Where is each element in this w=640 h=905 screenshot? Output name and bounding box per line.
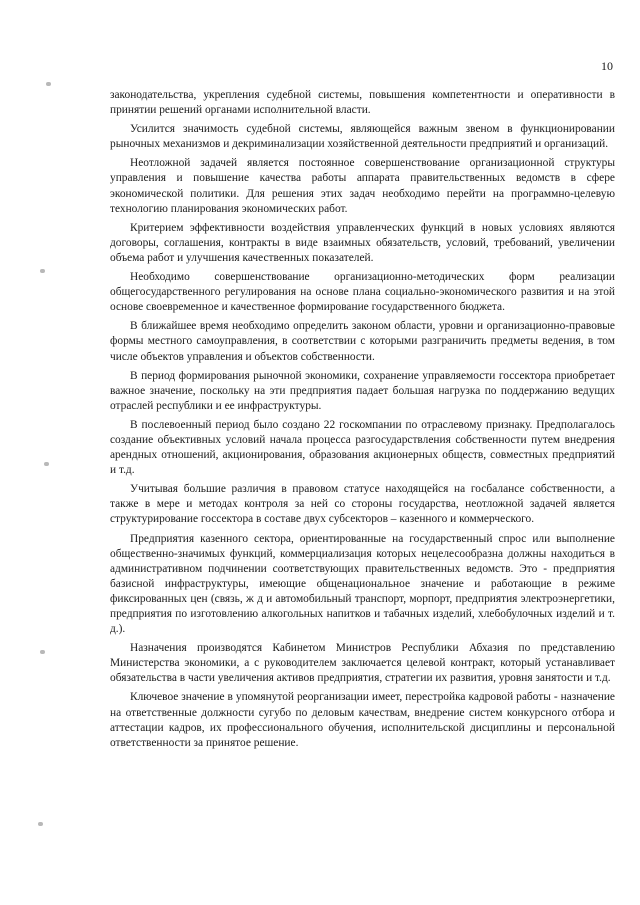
paragraph: Усилится значимость судебной системы, являющейся важным звеном в функционировании рыночных механизмов и декриминализации хозяйственной деятельности предприятий и организаций. xyxy=(110,123,615,151)
paragraph: Критерием эффективности воздействия управленческих функций в новых условиях являются договоры, соглашения, контракты в виде взаимных обязательств, условий, требований, увеличении объема работ и улучшения качественных показателей. xyxy=(110,221,615,264)
page-number: 10 xyxy=(601,59,613,73)
document-body xyxy=(110,88,615,755)
paragraph: В ближайшее время необходимо определить законом области, уровни и организационно-правовые формы местного самоуправления, в соответствии с которыми разграничить предметы ведения, в том числе объектов управления и объектов собственности. xyxy=(110,320,615,363)
scan-mark xyxy=(46,82,51,86)
paragraph: Назначения производятся Кабинетом Министров Республики Абхазия по представлению Министерства экономики, а с руководителем заключается целевой контракт, который устанавливает обязательства в части увеличения активов предприятия, стратегии их развития, уровня занятости и т.д. xyxy=(110,642,615,685)
scan-mark xyxy=(40,650,45,654)
paragraph: В период формирования рыночной экономики, сохранение управляемости госсектора приобретает важное значение, поскольку на эти предприятия падает большая нагрузка по поддержанию ведущих отраслей республики и ее инфраструктуры. xyxy=(110,369,615,412)
paragraph: В послевоенный период было создано 22 госкомпании по отраслевому признаку. Предполагалось создание объективных условий начала процесса разгосударствления собственности путем внедрения арендных отношений, акционирования, образования акционерных обществ, совместных предприятий и т.д. xyxy=(110,418,615,477)
paragraph: Предприятия казенного сектора, ориентированные на государственный спрос или выполнение общественно-значимых функций, коммерциализация которых нецелесообразна должны находиться в административном подчинении соответствующих правительственных ведомств. Это - предприятия базисной инфраструктуры, имеющие общенациональное значение и работающие в режиме фиксированных цен (связь, ж д и автомобильный транспорт, морпорт, предприятия электроэнергетики, предприятия по изготовлению алкогольных напитков и табачных изделий, хлебобулочных изделий и т. д.). xyxy=(110,532,615,636)
scan-mark xyxy=(40,269,45,273)
scan-mark xyxy=(44,462,49,466)
paragraph: Учитывая большие различия в правовом статусе находящейся на госбалансе собственности, а также в мере и методах контроля за ней со стороны государства, неотложной задачей является структурирование госсектора в составе двух субсекторов – казенного и коммерческого. xyxy=(110,483,615,526)
scan-mark xyxy=(38,822,43,826)
paragraph: Ключевое значение в упомянутой реорганизации имеет, перестройка кадровой работы - назначение на ответственные должности сугубо по деловым качествам, внедрение систем конкурсного отбора и аттестации кадров, их профессионального обучения, исполнительской дисциплины и персональной ответственности за принятое решение. xyxy=(110,691,615,749)
paragraph: Необходимо совершенствование организационно-методических форм реализации общегосударственного регулирования на основе плана социально-экономического развития и на этой основе своевременное и качественное формирование государственного бюджета. xyxy=(110,271,615,314)
paragraph: Неотложной задачей является постоянное совершенствование организационной структуры управления и повышение качества работы аппарата правительственных ведомств в сфере экономической политики. Для решения этих задач необходимо перейти на программно-целевую технологию планирования экономических работ. xyxy=(110,157,615,215)
paragraph: законодательства, укрепления судебной системы, повышения компетентности и оперативности в принятии решений органами исполнительной власти. xyxy=(110,89,615,117)
